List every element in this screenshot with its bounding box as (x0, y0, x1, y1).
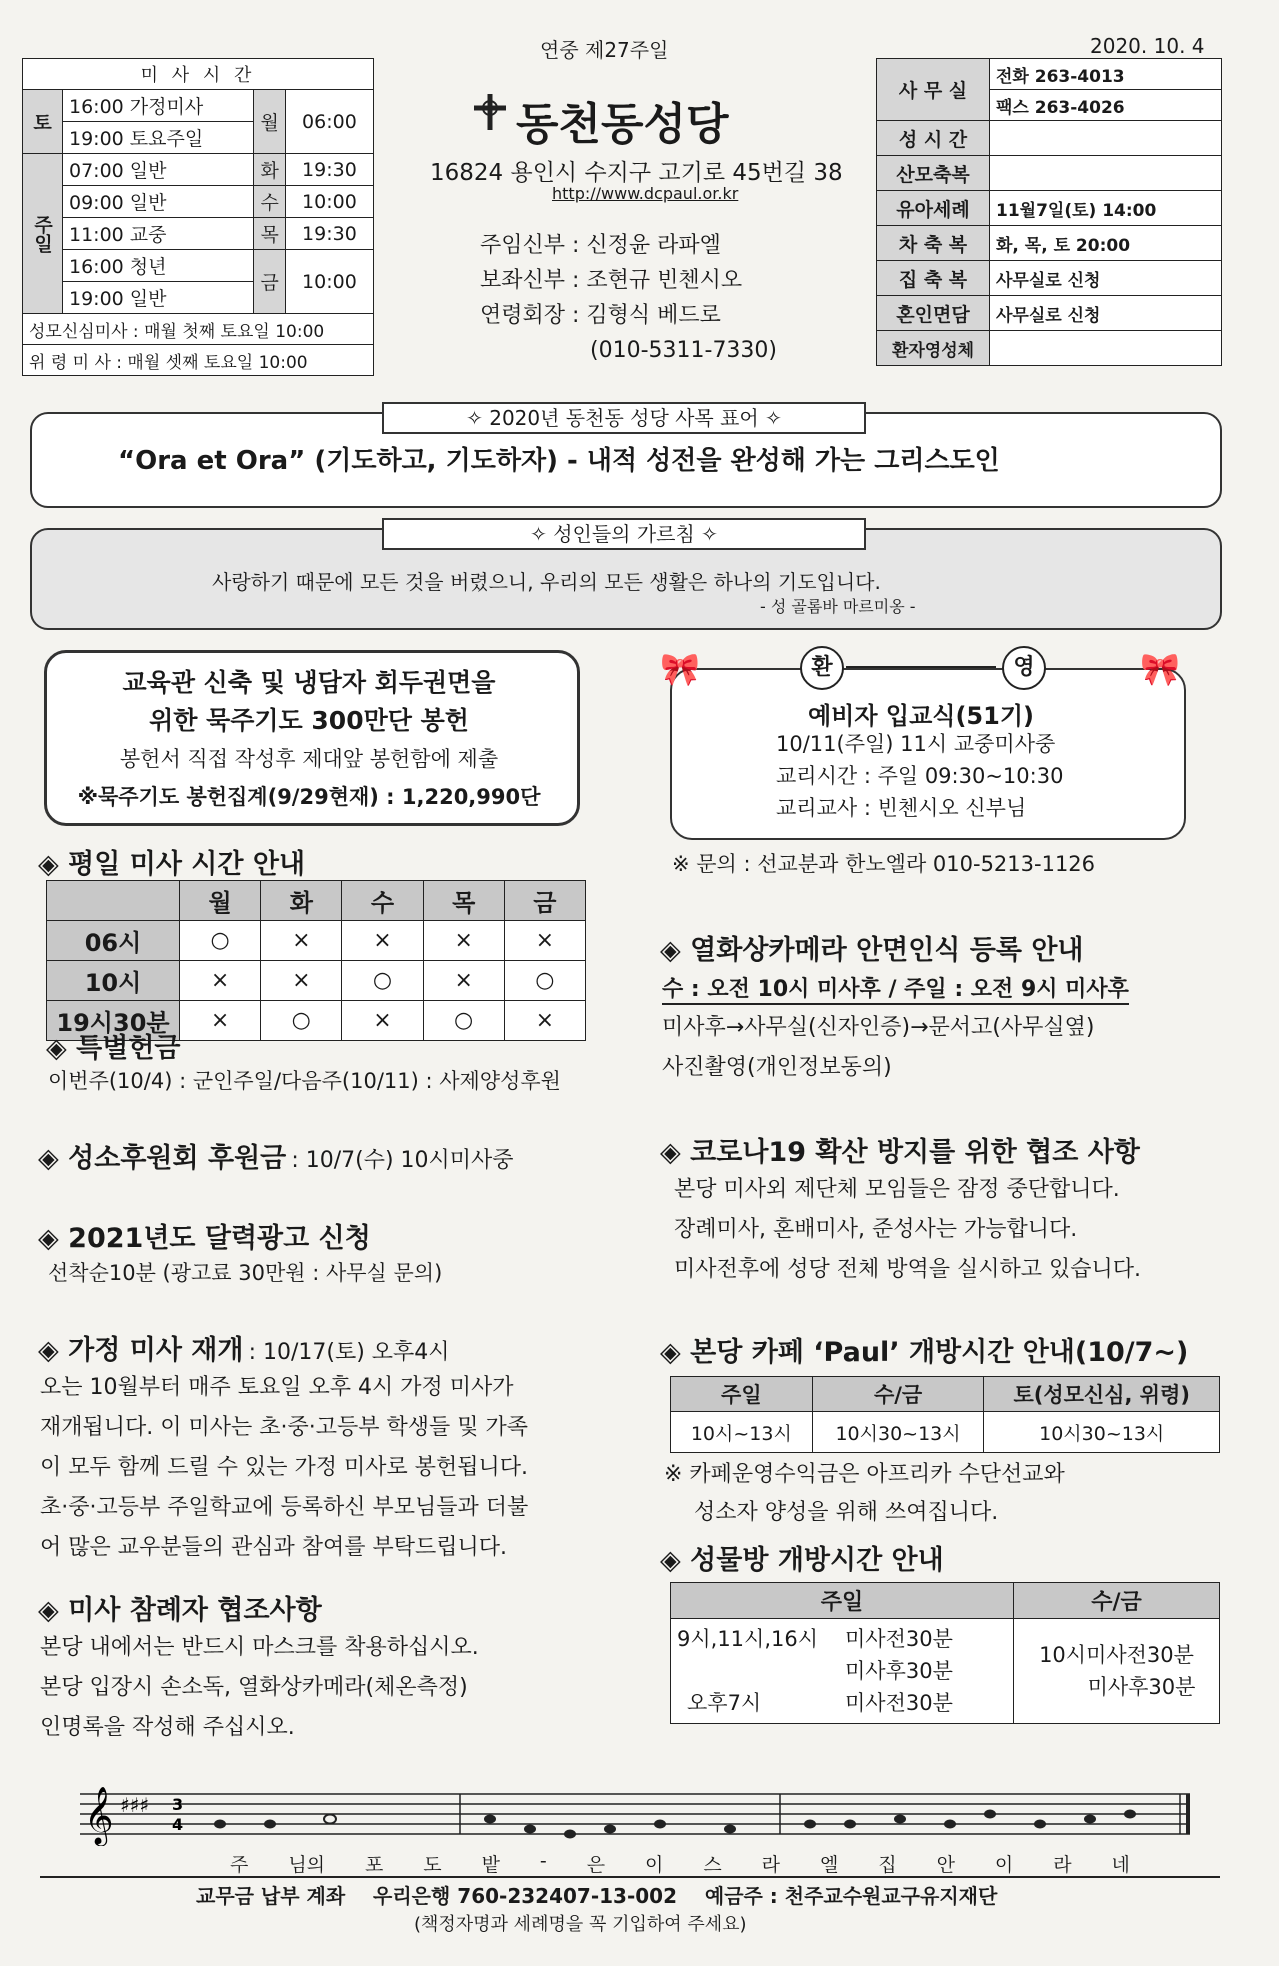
shop-title: ◈ 성물방 개방시간 안내 (660, 1538, 944, 1577)
lyric-syllable: 포 (364, 1854, 384, 1876)
attendee-line: 본당 입장시 손소독, 열화상카메라(체온측정) (40, 1675, 468, 1700)
weekday-fri-time: 10:00 (285, 250, 373, 314)
weekday-mark: ○ (180, 921, 261, 961)
lyric-syllable: 주 (230, 1854, 249, 1876)
weekday-thu-time: 19:30 (285, 218, 373, 250)
shop-header: 주일 (671, 1583, 1014, 1619)
attendee-title: ◈ 미사 참례자 협조사항 (38, 1588, 322, 1627)
weekday-mon: 월 (254, 90, 285, 154)
staff-name: 김형식 베드로 (586, 303, 721, 328)
office-label: 사 무 실 (877, 59, 990, 121)
table-row (47, 961, 586, 1001)
flower-ribbon-icon: 🎀 (660, 650, 700, 688)
weekday-header: 화 (261, 881, 342, 921)
sun-label: 주일 (23, 154, 63, 314)
office-row-label: 환자영성체 (877, 331, 990, 366)
cafe-header: 토(성모신심, 위령) (984, 1377, 1220, 1412)
welcome-contact: ※ 문의 : 선교분과 한노엘라 010-5213-1126 (672, 852, 1096, 876)
office-row-label: 집 축 복 (877, 261, 990, 296)
family-mass-title: ◈ 가정 미사 재개 (38, 1335, 243, 1366)
weekday-mark: ○ (423, 1001, 504, 1041)
shop-sun-what: 미사전30분 (845, 1627, 953, 1651)
shop-wf-line: 10시미사전30분 (1039, 1643, 1194, 1667)
special-offering-title: ◈ 특별헌금 (46, 1026, 181, 1065)
lyric-syllable: 이 (994, 1854, 1014, 1876)
footer-note: (책정자명과 세례명을 꼭 기입하여 주세요) (414, 1914, 747, 1935)
lyric-syllable: 님의 (288, 1854, 326, 1876)
covid-body (674, 1170, 1141, 1290)
weekday-header: 금 (504, 881, 585, 921)
office-row-label: 산모축복 (877, 156, 990, 191)
mass-note-2: 위 령 미 사 : 매월 셋째 토요일 10:00 (23, 345, 374, 376)
office-row-value: 11월7일(토) 14:00 (990, 191, 1222, 226)
mass-schedule-table (22, 58, 374, 376)
prayer-line-1: 교육관 신축 및 냉담자 회두권면을 (122, 668, 496, 697)
church-address: 16824 용인시 수지구 고기로 45번길 38 (430, 160, 843, 186)
office-row-label: 성 시 간 (877, 121, 990, 156)
office-row-value (990, 156, 1222, 191)
supporters-title: ◈ 성소후원회 후원금 (38, 1143, 286, 1174)
office-table (876, 58, 1222, 366)
staff-list: 주임신부 : 신정윤 라파엘 보좌신부 : 조현규 빈첸시오 연령회장 : 김형식 베드로 (010-5311-7330) (480, 228, 777, 368)
week-label: 연중 제27주일 (540, 38, 669, 62)
family-mass-body (40, 1368, 528, 1568)
weekday-mark: × (423, 961, 504, 1001)
office-row-value (990, 331, 1222, 366)
table-row (47, 921, 586, 961)
special-offering-text: 이번주(10/4) : 군인주일/다음주(10/11) : 사제양성후원 (48, 1069, 561, 1093)
sat-label: 토 (23, 90, 63, 154)
cross-logo-icon (470, 92, 510, 132)
cafe-header: 주일 (671, 1377, 813, 1412)
svg-text:♯♯♯: ♯♯♯ (120, 1793, 150, 1817)
weekday-mark: × (180, 1001, 261, 1041)
office-row-value: 사무실로 신청 (990, 296, 1222, 331)
sun-mass-2: 09:00 일반 (63, 186, 254, 218)
covid-line: 본당 미사외 제단체 모임들은 잠정 중단합니다. (674, 1177, 1120, 1202)
thermal-sub: 수 : 오전 10시 미사후 / 주일 : 오전 9시 미사후 (662, 972, 1129, 1005)
weekday-mark: × (504, 1001, 585, 1041)
treble-clef-icon: 𝄞 (84, 1786, 114, 1844)
weekday-mark: × (180, 961, 261, 1001)
lyric-syllable: 라 (1053, 1854, 1072, 1876)
saint-label: ✧ 성인들의 가르침 ✧ (382, 518, 866, 550)
footer-account (196, 1880, 997, 1909)
weekday-row-time: 19시30분 (47, 1001, 180, 1041)
weekday-mark: × (504, 921, 585, 961)
family-mass-line: 오는 10월부터 매주 토요일 오후 4시 가정 미사가 (40, 1375, 514, 1400)
weekday-mark: × (423, 921, 504, 961)
lyric-syllable: 네 (1111, 1854, 1130, 1876)
weekday-thu: 목 (254, 218, 285, 250)
footer-divider (40, 1876, 1220, 1878)
attendee-body (40, 1628, 479, 1748)
staff-role: 주임신부 (480, 233, 566, 258)
cafe-note: ※ 카페운영수익금은 아프리카 수단선교와 (664, 1462, 1065, 1487)
sun-mass-5: 19:00 일반 (63, 282, 254, 314)
cafe-table (670, 1376, 1220, 1453)
shop-table (670, 1582, 1220, 1724)
family-mass-line: 어 많은 교우분들의 관심과 참여를 부탁드립니다. (40, 1535, 508, 1560)
thermal-line: 미사후→사무실(신자인증)→문서고(사무실옆) (662, 1015, 1095, 1040)
lyric-syllable: 안 (936, 1854, 955, 1876)
music-staff (80, 1786, 1200, 1846)
weekday-header: 월 (180, 881, 261, 921)
thermal-body (662, 1008, 1095, 1088)
weekday-mon-time: 06:00 (285, 90, 373, 154)
welcome-lines (776, 728, 1063, 824)
saint-author: - 성 골롬바 마르미옹 - (760, 597, 916, 616)
supporters-row (38, 1136, 514, 1175)
motto-text: “Ora et Ora” (기도하고, 기도하자) - 내적 성전을 완성해 가는 그리스도인 (118, 446, 1000, 476)
cafe-value: 10시30~13시 (812, 1412, 984, 1453)
covid-line: 장례미사, 혼배미사, 준성사는 가능합니다. (674, 1217, 1078, 1242)
family-mass-line: 재개됩니다. 이 미사는 초·중·고등부 학생들 및 가족 (40, 1415, 528, 1440)
weekday-mark: × (261, 921, 342, 961)
lyric-syllable: 집 (878, 1854, 897, 1876)
weekday-fri: 금 (254, 250, 285, 314)
staff-name: 신정윤 라파엘 (586, 233, 721, 258)
sat-mass-1: 16:00 가정미사 (63, 90, 254, 122)
shop-sun-what: 미사전30분 (845, 1691, 953, 1715)
calendar-ad-text: 선착순10분 (광고료 30만원 : 사무실 문의) (48, 1261, 443, 1285)
weekday-mark: × (261, 961, 342, 1001)
shop-wf-line: 미사후30분 (1087, 1675, 1196, 1699)
shop-sun-when: 9시,11시,16시 (677, 1627, 819, 1651)
shop-sun-cell (671, 1619, 1014, 1724)
footer-bank: 우리은행 760-232407-13-002 (373, 1884, 678, 1908)
cafe-title: ◈ 본당 카페 ‘Paul’ 개방시간 안내(10/7~) (660, 1330, 1188, 1369)
weekday-header: 목 (423, 881, 504, 921)
weekday-mark: ○ (504, 961, 585, 1001)
shop-sun-what: 미사후30분 (845, 1659, 953, 1683)
lyric-syllable: - (539, 1850, 547, 1872)
weekday-tue: 화 (254, 154, 285, 186)
weekday-tue-time: 19:30 (285, 154, 373, 186)
cafe-header: 수/금 (812, 1377, 984, 1412)
church-url-link[interactable]: http://www.dcpaul.or.kr (552, 184, 739, 203)
covid-title: ◈ 코로나19 확산 방지를 위한 협조 사항 (660, 1130, 1140, 1169)
weekday-mark: ○ (261, 1001, 342, 1041)
svg-text:3: 3 (172, 1795, 184, 1814)
office-phone: 전화 263-4013 (990, 59, 1222, 90)
office-row-value (990, 121, 1222, 156)
family-mass-line: 이 모두 함께 드릴 수 있는 가정 미사로 봉헌됩니다. (40, 1455, 528, 1480)
weekday-row-time: 06시 (47, 921, 180, 961)
sun-mass-1: 07:00 일반 (63, 154, 254, 186)
motto-label: ✧ 2020년 동천동 성당 사목 표어 ✧ (382, 402, 866, 434)
footer-label: 교무금 납부 계좌 (196, 1884, 346, 1908)
prayer-title (44, 664, 574, 816)
weekday-wed-time: 10:00 (285, 186, 373, 218)
weekday-row-time: 10시 (47, 961, 180, 1001)
lyric-syllable: 라 (761, 1854, 781, 1876)
thermal-title: ◈ 열화상카메라 안면인식 등록 안내 (660, 928, 1084, 967)
prayer-line-4: ※묵주기도 봉헌집계(9/29현재) : 1,220,990단 (77, 785, 541, 809)
svg-text:4: 4 (172, 1815, 184, 1834)
weekday-mass-corner (47, 881, 180, 921)
welcome-divider (846, 666, 996, 668)
shop-header: 수/금 (1014, 1583, 1220, 1619)
table-row (671, 1619, 1220, 1724)
welcome-badge-left: 환 (800, 646, 844, 690)
lyric-syllable: 은 (586, 1854, 606, 1876)
sun-mass-4: 16:00 청년 (63, 250, 254, 282)
welcome-line: 교리교사 : 빈첸시오 신부님 (776, 796, 1027, 820)
office-row-value: 화, 목, 토 20:00 (990, 226, 1222, 261)
weekday-mark: × (342, 1001, 423, 1041)
lyric-syllable: 도 (423, 1854, 442, 1876)
staff-name: 조현규 빈첸시오 (586, 268, 743, 293)
office-row-label: 유아세례 (877, 191, 990, 226)
welcome-line: 10/11(주일) 11시 교중미사중 (776, 732, 1056, 756)
staff-role: 연령회장 (480, 303, 566, 328)
flower-ribbon-icon: 🎀 (1140, 650, 1180, 688)
attendee-line: 인명록을 작성해 주십시오. (40, 1715, 295, 1740)
lyric-syllable: 스 (703, 1854, 722, 1876)
mass-note-1: 성모신심미사 : 매월 첫째 토요일 10:00 (23, 314, 374, 345)
weekday-mark: ○ (342, 961, 423, 1001)
mass-schedule-title: 미 사 시 간 (23, 59, 374, 90)
table-row (671, 1412, 1220, 1453)
weekday-mass-table (46, 880, 586, 1041)
prayer-line-2: 위한 묵주기도 300만단 봉헌 (149, 706, 469, 735)
cafe-value: 10시~13시 (671, 1412, 813, 1453)
hymn-lyrics (230, 1850, 1130, 1877)
weekday-mass-title: ◈ 평일 미사 시간 안내 (38, 842, 305, 881)
sun-mass-3: 11:00 교중 (63, 218, 254, 250)
attendee-line: 본당 내에서는 반드시 마스크를 착용하십시오. (40, 1635, 479, 1660)
calendar-ad-title: ◈ 2021년도 달력광고 신청 (38, 1216, 371, 1255)
footer-holder: 예금주 : 천주교수원교구유지재단 (704, 1884, 998, 1908)
office-row-label: 혼인면담 (877, 296, 990, 331)
welcome-badge-right: 영 (1002, 646, 1046, 690)
shop-wf-cell (1014, 1619, 1220, 1724)
saint-text: 사랑하기 때문에 모든 것을 버렸으니, 우리의 모든 생활은 하나의 기도입니다. (212, 570, 881, 594)
covid-line: 미사전후에 성당 전체 방역을 실시하고 있습니다. (674, 1257, 1142, 1282)
family-mass-sub: : 10/17(토) 오후4시 (248, 1340, 450, 1365)
supporters-text: : 10/7(수) 10시미사중 (291, 1148, 514, 1173)
weekday-mark: × (342, 921, 423, 961)
cafe-note: 성소자 양성을 위해 쓰여집니다. (694, 1500, 999, 1525)
lyric-syllable: 밭 (481, 1854, 500, 1876)
staff-phone: (010-5311-7330) (590, 338, 778, 363)
date-label: 2020. 10. 4 (1090, 34, 1205, 58)
cafe-notes (664, 1456, 1065, 1532)
cafe-value: 10시30~13시 (984, 1412, 1220, 1453)
welcome-title: 예비자 입교식(51기) (808, 702, 1034, 730)
family-mass-row (38, 1328, 450, 1367)
staff-role: 보좌신부 (480, 268, 566, 293)
shop-sun-when: 오후7시 (687, 1691, 762, 1715)
thermal-line: 사진촬영(개인정보동의) (662, 1055, 892, 1080)
weekday-header: 수 (342, 881, 423, 921)
lyric-syllable: 엘 (819, 1854, 839, 1876)
church-name: 동천동성당 (516, 99, 729, 150)
office-fax: 팩스 263-4026 (990, 90, 1222, 121)
prayer-line-3: 봉헌서 직접 작성후 제대앞 봉헌함에 제출 (119, 747, 499, 771)
office-row-label: 차 축 복 (877, 226, 990, 261)
family-mass-line: 초·중·고등부 주일학교에 등록하신 부모님들과 더불 (40, 1495, 529, 1520)
welcome-line: 교리시간 : 주일 09:30~10:30 (776, 764, 1064, 788)
weekday-wed: 수 (254, 186, 285, 218)
sat-mass-2: 19:00 토요주일 (63, 122, 254, 154)
office-row-value: 사무실로 신청 (990, 261, 1222, 296)
lyric-syllable: 이 (645, 1854, 664, 1876)
